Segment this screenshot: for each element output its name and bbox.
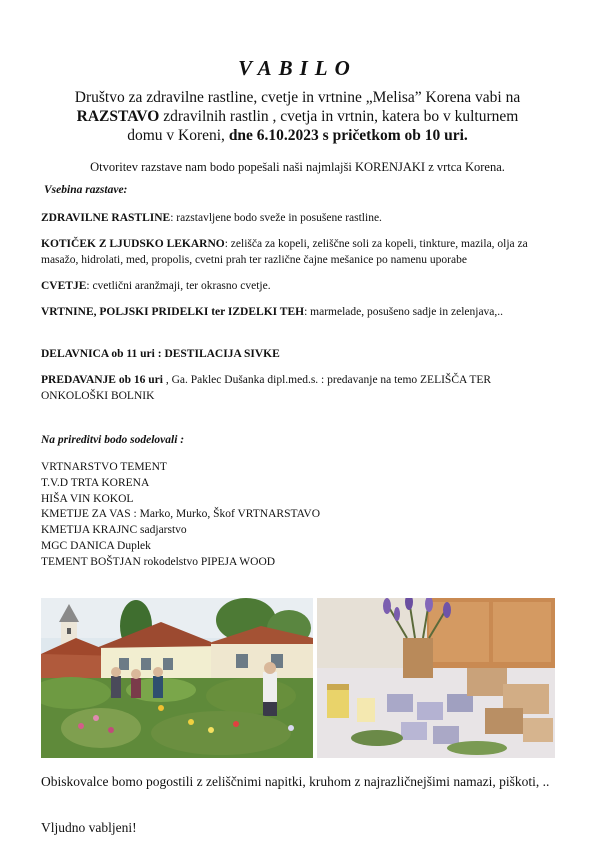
intro-highlight: RAZSTAVO: [76, 108, 160, 125]
participant-desc: rokodelstvo PIPEJA WOOD: [140, 555, 276, 568]
section-head: VRTNINE, POLJSKI PRIDELKI ter IZDELKI TEH: [41, 306, 305, 318]
intro-text-1: Društvo za zdravilne rastline, cvetje in vrtnine „Melisa” Korena vabi na: [74, 89, 521, 106]
section-head: ZDRAVILNE RASTLINE: [41, 212, 171, 224]
section-vegetables: [41, 304, 556, 320]
list-item: [41, 507, 320, 523]
section-workshop: [41, 346, 556, 362]
list-item: [41, 555, 320, 571]
participant-desc: sadjarstvo: [137, 524, 187, 537]
section-head: KOTIČEK Z LJUDSKO LEKARNO: [41, 238, 225, 250]
section-text: : razstavljene bodo sveže in posušene rastline.: [170, 212, 382, 224]
section-text: : zelišča za kopeli, zeliščne soli za kopeli, tinkture, mazila, olja za masažo, hidrolati, med, propolis, cvetni prah ter različne čajne mešanice po namenu uporabe: [41, 238, 528, 266]
participant-name: KMETIJE ZA VAS: [41, 508, 131, 521]
participant-name: KMETIJA KRAJNC: [41, 524, 138, 537]
section-herbs: [41, 210, 556, 226]
participant-name: TEMENT BOŠTJAN: [41, 555, 141, 568]
intro-text-2: zdravilnih rastlin , cvetja in vrtnin, katera bo v kulturnem domu v Koreni,: [127, 108, 519, 144]
garden-photo: [41, 598, 313, 758]
list-item: [41, 460, 320, 476]
list-item: [41, 476, 320, 492]
participants-label: Na prireditvi bodo sodelovali :: [41, 434, 185, 446]
section-pharmacy: [41, 236, 556, 268]
opening-line: Otvoritev razstave nam bodo popešali naši najmlajši KORENJAKI z vrtca Korena.: [90, 160, 505, 174]
participant-desc: : Marko, Murko, Škof VRTNARSTAVO: [130, 508, 320, 521]
invitation-title: VABILO: [238, 56, 357, 80]
list-item: [41, 539, 320, 555]
section-text: : cvetlični aranžmaji, ter okrasno cvetje.: [86, 280, 271, 292]
participant-name: HIŠA VIN KOKOL: [41, 492, 134, 505]
section-head: PREDAVANJE ob 16 uri: [41, 374, 163, 386]
greeting: Vljudno vabljeni!: [41, 820, 137, 835]
section-flowers: [41, 278, 556, 294]
list-item: [41, 523, 320, 539]
closing-paragraph: Obiskovalce bomo pogostili z zeliščnimi napitki, kruhom z najrazličnejšimi namazi, piškoti, ..: [41, 774, 550, 789]
section-head: DELAVNICA ob 11 uri : DESTILACIJA SIVKE: [41, 348, 280, 360]
section-text: : marmelade, posušeno sadje in zelenjava,..: [304, 306, 504, 318]
participant-name: MGC DANICA: [41, 539, 115, 552]
section-lecture: [41, 372, 556, 404]
intro-paragraph: [60, 88, 535, 145]
content-label: Vsebina razstave:: [44, 184, 128, 196]
participant-name: T.V.D TRTA KORENA: [41, 476, 150, 489]
list-item: [41, 492, 320, 508]
participants-list: [41, 460, 320, 571]
lavender-photo: [317, 598, 555, 758]
participant-desc: Duplek: [114, 539, 151, 552]
section-text: , Ga. Paklec Dušanka dipl.med.s. : predavanje na temo ZELIŠČA TER ONKOLOŠKI BOLNIK: [41, 374, 492, 402]
intro-date: dne 6.10.2023 s pričetkom ob 10 uri.: [228, 127, 468, 144]
section-head: CVETJE: [41, 280, 87, 292]
participant-name: VRTNARSTVO TEMENT: [41, 461, 167, 473]
